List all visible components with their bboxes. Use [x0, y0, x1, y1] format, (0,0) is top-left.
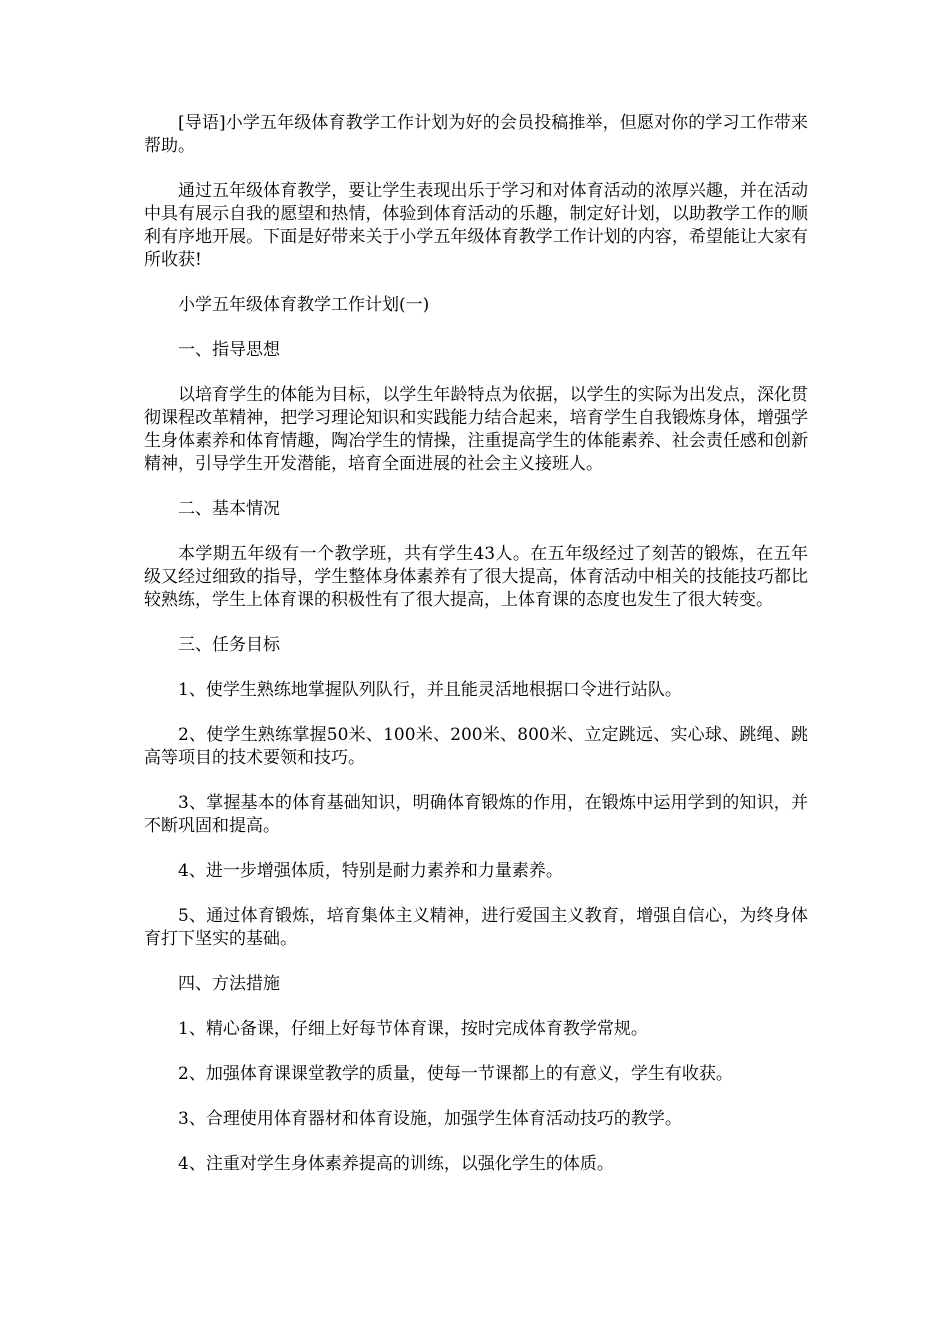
method-item-4: 4、注重对学生身体素养提高的训练，以强化学生的体质。 — [178, 1154, 614, 1174]
task-goal-item-4: 4、进一步增强体质，特别是耐力素养和力量素养。 — [178, 861, 563, 881]
document-title: 小学五年级体育教学工作计划(一) — [178, 295, 430, 315]
guiding-idea-paragraph: 以培育学生的体能为目标，以学生年龄特点为依据，以学生的实际为出发点，深化贯彻课程改革精神，把学习理论知识和实践能力结合起来，培育学生自我锻炼身体，增强学生身体素养和体育情趣，陶冶学生的情操，注重提高学生的体能素养、社会责任感和创新精神，引导学生开发潜能，培育全面进展的社会主义接班人。 — [144, 385, 808, 474]
task-goal-item-5: 5、通过体育锻炼，培育集体主义精神，进行爱国主义教育，增强自信心，为终身体育打下坚实的基础。 — [144, 906, 808, 949]
section-heading-guiding-idea: 一、指导思想 — [178, 340, 280, 360]
task-goal-item-2: 2、使学生熟练掌握50米、100米、200米、800米、立定跳远、实心球、跳绳、跳高等项目的技术要领和技巧。 — [144, 725, 808, 768]
method-item-3: 3、合理使用体育器材和体育设施，加强学生体育活动技巧的教学。 — [178, 1109, 682, 1129]
section-heading-basic-situation: 二、基本情况 — [178, 499, 280, 519]
document-body — [144, 112, 808, 1198]
method-item-2: 2、加强体育课课堂教学的质量，使每一节课都上的有意义，学生有收获。 — [178, 1064, 733, 1084]
task-goal-item-3: 3、掌握基本的体育基础知识，明确体育锻炼的作用，在锻炼中运用学到的知识，并不断巩固和提高。 — [144, 793, 808, 836]
overview-paragraph: 通过五年级体育教学，要让学生表现出乐于学习和对体育活动的浓厚兴趣，并在活动中具有展示自我的愿望和热情，体验到体育活动的乐趣，制定好计划，以助教学工作的顺利有序地开展。下面是好带来关于小学五年级体育教学工作计划的内容，希望能让大家有所收获! — [144, 181, 808, 270]
method-item-1: 1、精心备课，仔细上好每节体育课，按时完成体育教学常规。 — [178, 1019, 648, 1039]
intro-paragraph: [导语]小学五年级体育教学工作计划为好的会员投稿推举，但愿对你的学习工作带来帮助。 — [144, 113, 808, 156]
section-heading-methods: 四、方法措施 — [178, 974, 280, 994]
task-goal-item-1: 1、使学生熟练地掌握队列队行，并且能灵活地根据口令进行站队。 — [178, 680, 682, 700]
basic-situation-paragraph: 本学期五年级有一个教学班，共有学生43人。在五年级经过了刻苦的锻炼，在五年级又经过细致的指导，学生整体身体素养有了很大提高，体育活动中相关的技能技巧都比较熟练，学生上体育课的积极性有了很大提高，上体育课的态度也发生了很大转变。 — [144, 544, 808, 610]
section-heading-task-goals: 三、任务目标 — [178, 635, 280, 655]
